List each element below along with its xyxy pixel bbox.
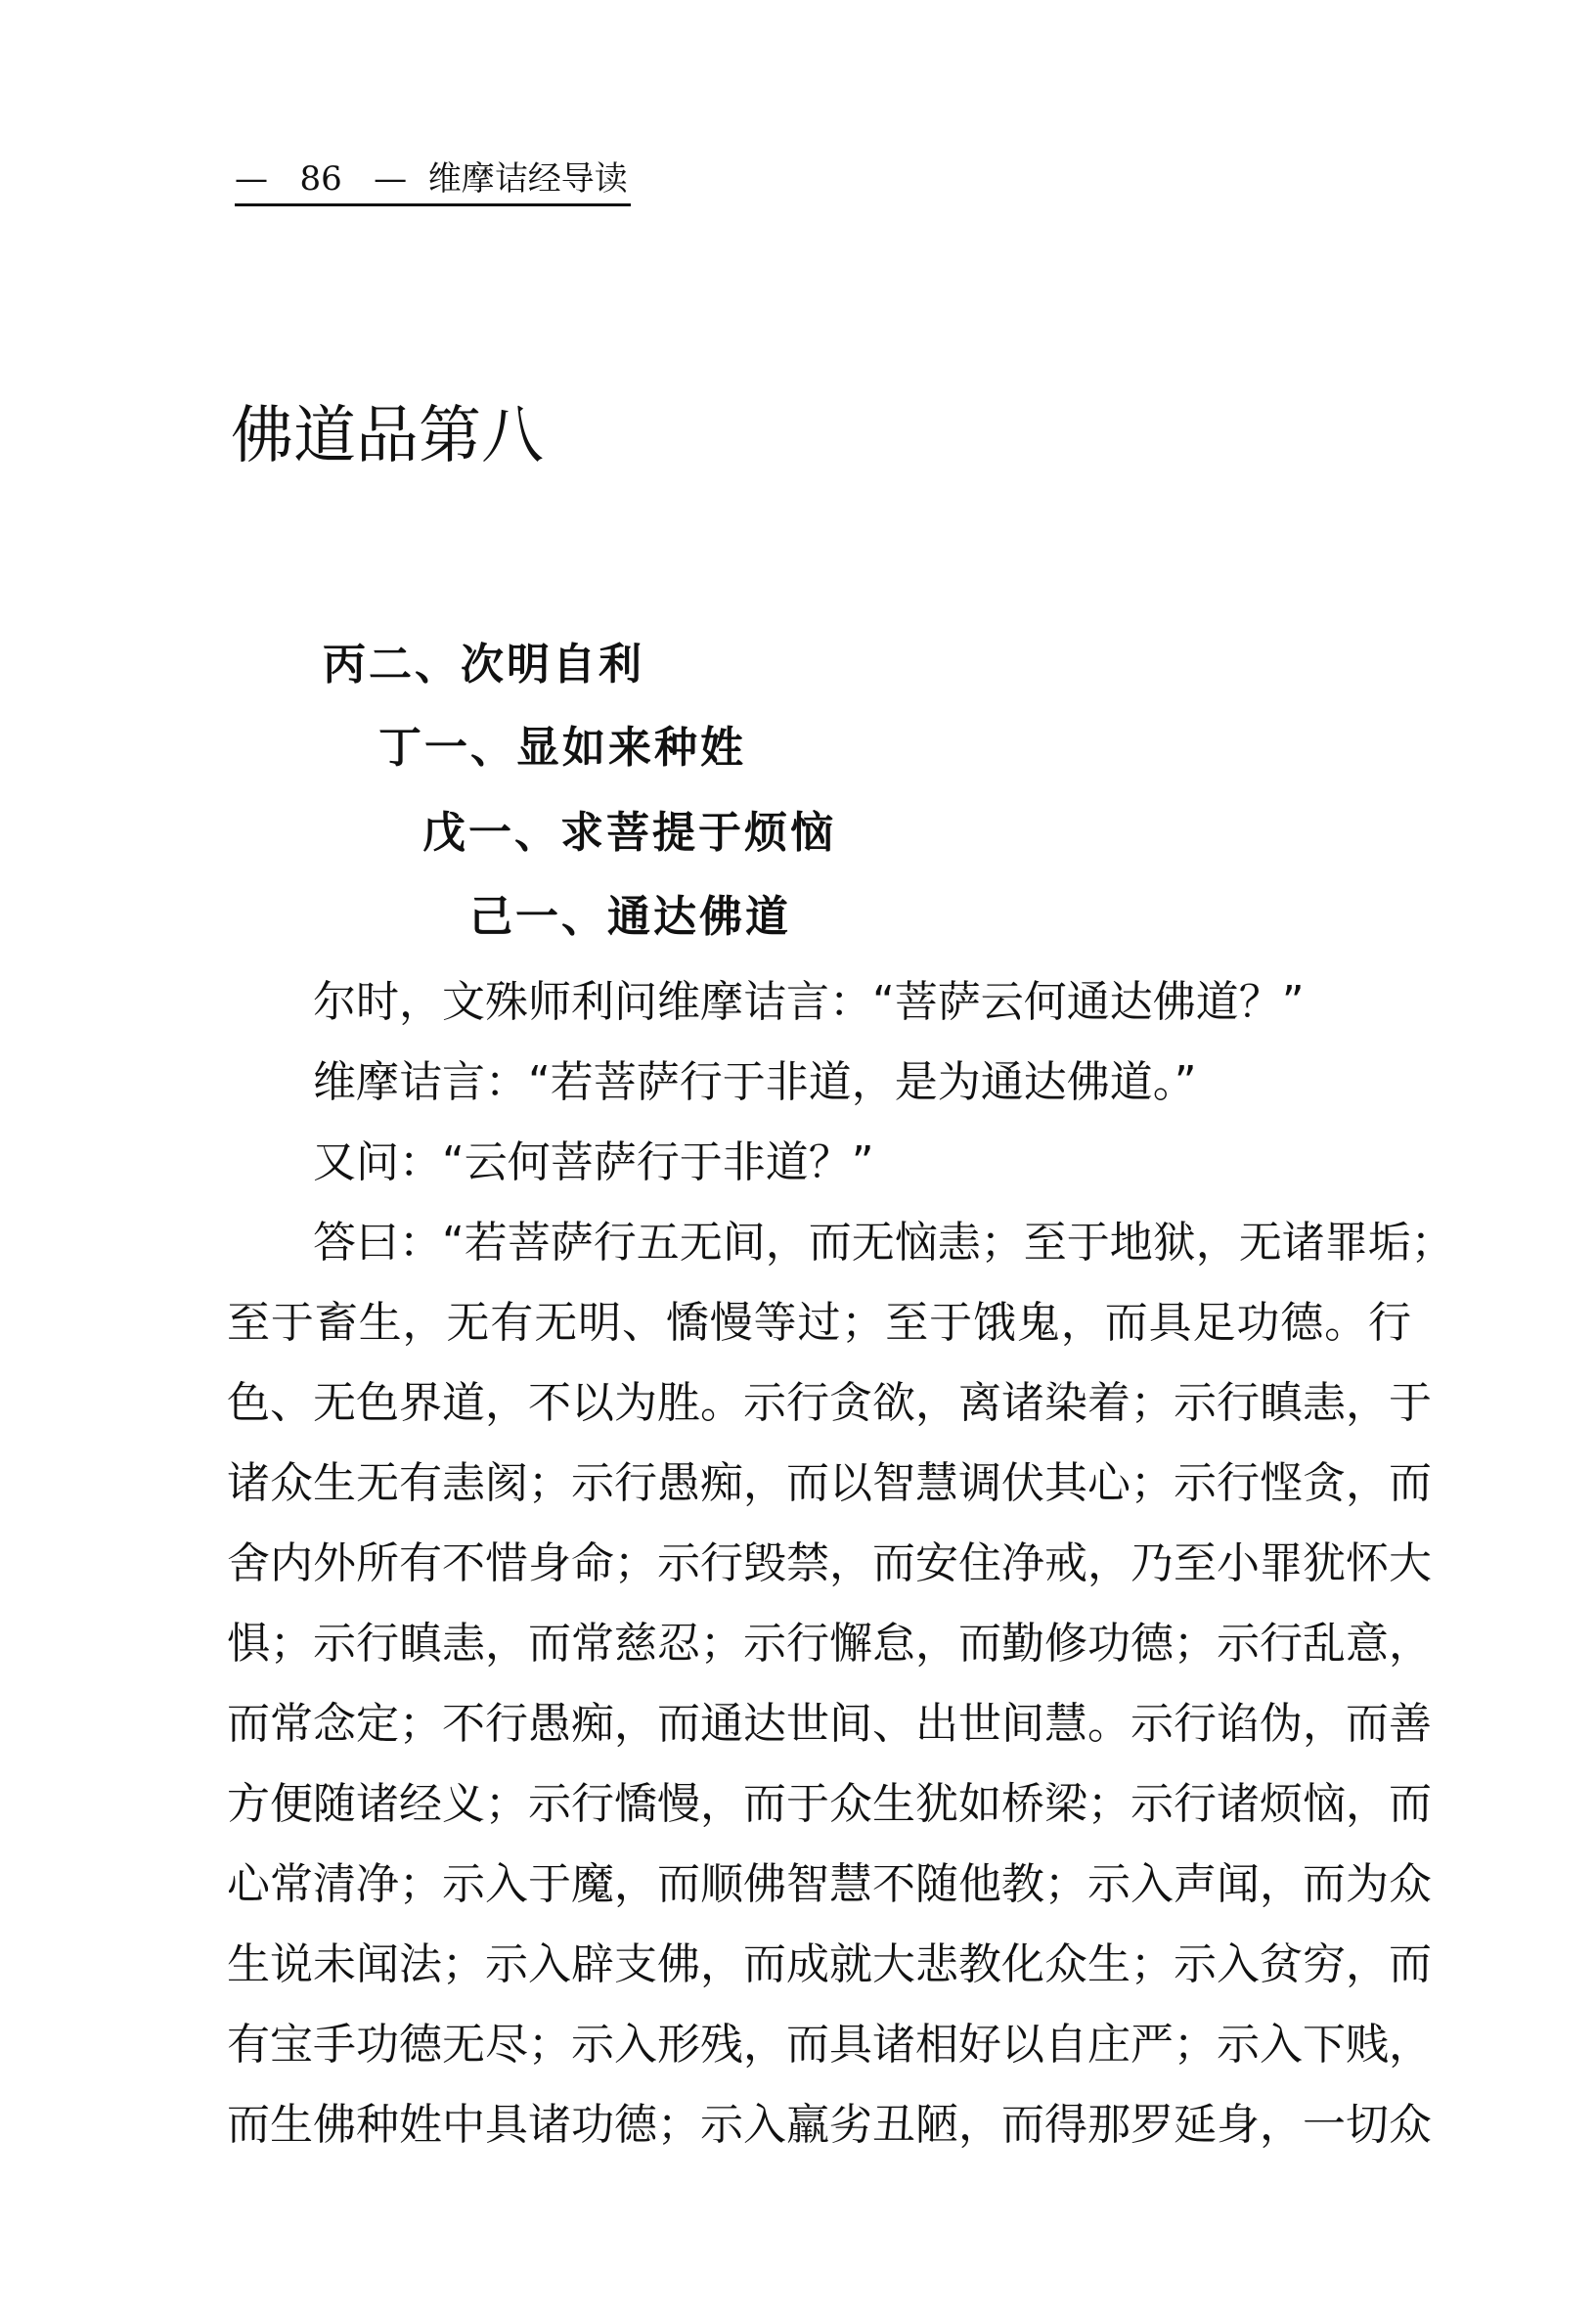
body-line: 色、无色界道，不以为胜。示行贪欲，离诸染着；示行瞋恚，于 [227, 1378, 1432, 1428]
body-line: 心常清净；示入于魔，而顺佛智慧不随他教；示入声闻，而为众 [227, 1859, 1432, 1909]
body-line: 尔时，文殊师利问维摩诘言：“菩萨云何通达佛道？” [313, 977, 1305, 1027]
body-line: 诸众生无有恚阂；示行愚痴，而以智慧调伏其心；示行悭贪，而 [227, 1458, 1432, 1508]
body-line: 至于畜生，无有无明、憍慢等过；至于饿鬼，而具足功德。行 [227, 1298, 1411, 1348]
heading-level-4: 己一、通达佛道 [469, 892, 791, 942]
heading-level-1: 丙二、次明自利 [323, 640, 644, 690]
body-line: 有宝手功德无尽；示入形残，而具诸相好以自庄严；示入下贱， [227, 2020, 1432, 2070]
running-header: — 86 — 维摩诘经导读 [235, 156, 631, 206]
body-line: 舍内外所有不惜身命；示行毁禁，而安住净戒，乃至小罪犹怀大 [227, 1538, 1432, 1588]
body-line: 生说未闻法；示入辟支佛，而成就大悲教化众生；示入贫穷，而 [227, 1939, 1432, 1989]
body-line: 答曰：“若菩萨行五无间，而无恼恚；至于地狱，无诸罪垢； [313, 1218, 1454, 1268]
body-line: 而常念定；不行愚痴，而通达世间、出世间慧。示行谄伪，而善 [227, 1699, 1432, 1749]
body-line: 维摩诘言：“若菩萨行于非道，是为通达佛道。” [313, 1057, 1197, 1107]
chapter-title: 佛道品第八 [231, 400, 544, 472]
book-title: 维摩诘经导读 [427, 159, 628, 199]
body-line: 而生佛种姓中具诸功德；示入羸劣丑陋，而得那罗延身，一切众 [227, 2100, 1432, 2150]
page-number: 86 [299, 159, 342, 199]
body-line: 惧；示行瞋恚，而常慈忍；示行懈怠，而勤修功德；示行乱意， [227, 1619, 1432, 1669]
body-line: 又问：“云何菩萨行于非道？” [313, 1137, 874, 1187]
heading-level-3: 戊一、求菩提于烦恼 [422, 808, 836, 858]
body-line: 方便随诸经义；示行憍慢，而于众生犹如桥梁；示行诸烦恼，而 [227, 1779, 1432, 1829]
heading-level-2: 丁一、显如来种姓 [378, 723, 746, 773]
